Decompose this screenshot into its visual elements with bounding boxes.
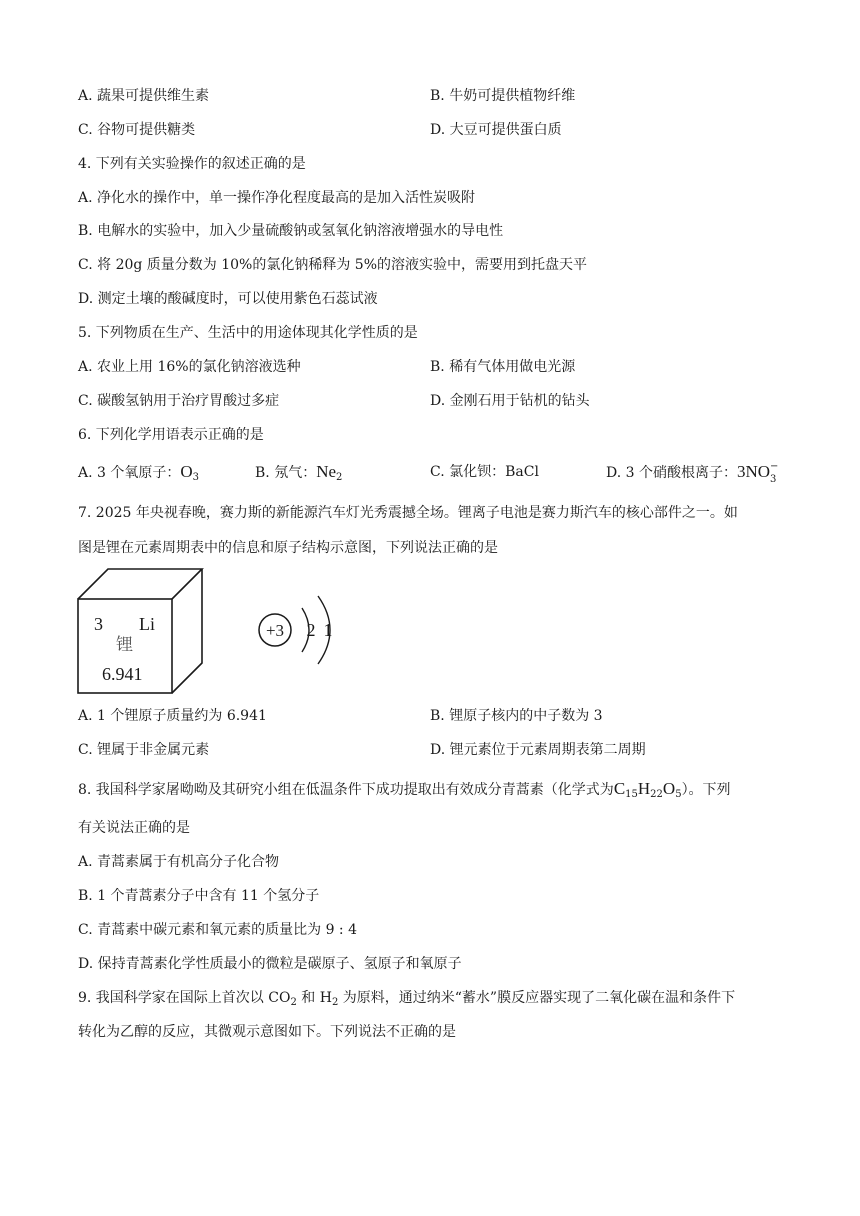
q5-option-d: D. 金刚石用于钻机的钻头 [430, 393, 590, 409]
q9-co2-sub: 2 [290, 997, 297, 1008]
q9-h2-sub: 2 [331, 997, 339, 1008]
q6-option-d [606, 462, 778, 483]
q6-stem: 6. 下列化学用语表示正确的是 [78, 427, 264, 443]
q6-option-b [255, 462, 342, 488]
q8-formula-h-sub: 22 [650, 789, 663, 800]
q5-option-a: A. 农业上用 16%的氯化钠溶液选种 [78, 359, 301, 375]
q9-stem-tail: 为原料，通过纳米“蓄水”膜反应器实现了二氧化碳在温和条件下 [338, 990, 736, 1006]
electron-shell-1-count: 2 [306, 620, 316, 640]
q9-stem-line1 [78, 988, 735, 1013]
electron-shell-2-count: 1 [323, 620, 333, 640]
q6-option-d-superscript: − [770, 461, 779, 472]
q4-stem: 4. 下列有关实验操作的叙述正确的是 [78, 156, 306, 172]
periodic-table-cell [76, 567, 206, 697]
q6-option-b-formula: Ne [316, 462, 337, 481]
q8-formula-o-sub: 5 [675, 789, 682, 800]
element-name: 锂 [116, 635, 133, 655]
q9-stem-line2: 转化为乙醇的反应，其微观示意图如下。下列说法不正确的是 [78, 1024, 456, 1040]
q7-option-c: C. 锂属于非金属元素 [78, 742, 210, 758]
element-symbol: Li [139, 614, 155, 634]
q5-option-c: C. 碳酸氢钠用于治疗胃酸过多症 [78, 393, 280, 409]
q7-option-d: D. 锂元素位于元素周期表第二周期 [430, 742, 646, 758]
q8-formula-h: H [637, 779, 651, 798]
nucleus-charge: +3 [265, 621, 285, 640]
q6-option-d-subscript: 3 [770, 474, 777, 485]
q8-formula-o: O [662, 779, 676, 798]
q4-option-d: D. 测定土壤的酸碱度时，可以使用紫色石蕊试液 [78, 291, 378, 307]
q3-option-c: C. 谷物可提供糖类 [78, 122, 196, 138]
q5-stem: 5. 下列物质在生产、生活中的用途体现其化学性质的是 [78, 325, 418, 341]
q8-stem-line1 [78, 779, 731, 805]
q8-option-c: C. 青蒿素中碳元素和氧元素的质量比为 9 : 4 [78, 922, 357, 938]
q8-formula-c-sub: 15 [625, 789, 638, 800]
q3-option-d: D. 大豆可提供蛋白质 [430, 122, 562, 138]
q6-option-c: C. 氯化钡：BaCl [430, 464, 539, 480]
q6-option-d-label: D. 3 个硝酸根离子： [606, 465, 737, 481]
q3-option-b: B. 牛奶可提供植物纤维 [430, 88, 576, 104]
atom-structure-diagram [256, 594, 356, 666]
q5-option-b: B. 稀有气体用做电光源 [430, 359, 576, 375]
q4-option-a: A. 净化水的操作中，单一操作净化程度最高的是加入活性炭吸附 [78, 190, 476, 206]
q3-option-a: A. 蔬果可提供维生素 [78, 88, 210, 104]
q8-stem-line2: 有关说法正确的是 [78, 820, 190, 836]
q7-stem-line1: 7. 2025 年央视春晚，赛力斯的新能源汽车灯光秀震撼全场。锂离子电池是赛力斯汽车的核心部件之一。如 [78, 505, 738, 521]
q7-option-a: A. 1 个锂原子质量约为 6.941 [78, 708, 267, 724]
q8-option-a: A. 青蒿素属于有机高分子化合物 [78, 854, 280, 870]
element-atomic-mass: 6.941 [102, 664, 143, 684]
q6-option-d-formula: 3NO [736, 462, 771, 481]
q6-option-a-label: A. 3 个氧原子： [78, 465, 181, 481]
q4-option-c: C. 将 20g 质量分数为 10%的氯化钠稀释为 5%的溶液实验中，需要用到托盘天平 [78, 257, 588, 273]
q6-option-b-subscript: 2 [336, 472, 343, 483]
q8-stem-text: 8. 我国科学家屠呦呦及其研究小组在低温条件下成功提取出有效成分青蒿素（化学式为 [78, 782, 614, 798]
q8-option-d: D. 保持青蒿素化学性质最小的微粒是碳原子、氢原子和氧原子 [78, 956, 462, 972]
q6-option-b-label: B. 氖气： [255, 465, 317, 481]
element-atomic-number: 3 [94, 614, 103, 634]
q8-formula-c: C [613, 779, 626, 798]
q4-option-b: B. 电解水的实验中，加入少量硫酸钠或氢氧化钠溶液增强水的导电性 [78, 223, 504, 239]
q6-option-a [78, 462, 199, 488]
q7-stem-line2: 图是锂在元素周期表中的信息和原子结构示意图，下列说法正确的是 [78, 540, 498, 556]
q9-stem-mid: 和 H [296, 990, 332, 1006]
q9-stem-text: 9. 我国科学家在国际上首次以 CO [78, 990, 291, 1006]
q8-stem-tail: ）。下列 [681, 782, 731, 798]
q6-option-a-formula: O [180, 462, 193, 481]
q6-option-d-ion-charge [770, 461, 779, 485]
q7-option-b: B. 锂原子核内的中子数为 3 [430, 708, 603, 724]
q8-option-b: B. 1 个青蒿素分子中含有 11 个氢分子 [78, 888, 320, 904]
q6-option-a-subscript: 3 [192, 472, 200, 483]
